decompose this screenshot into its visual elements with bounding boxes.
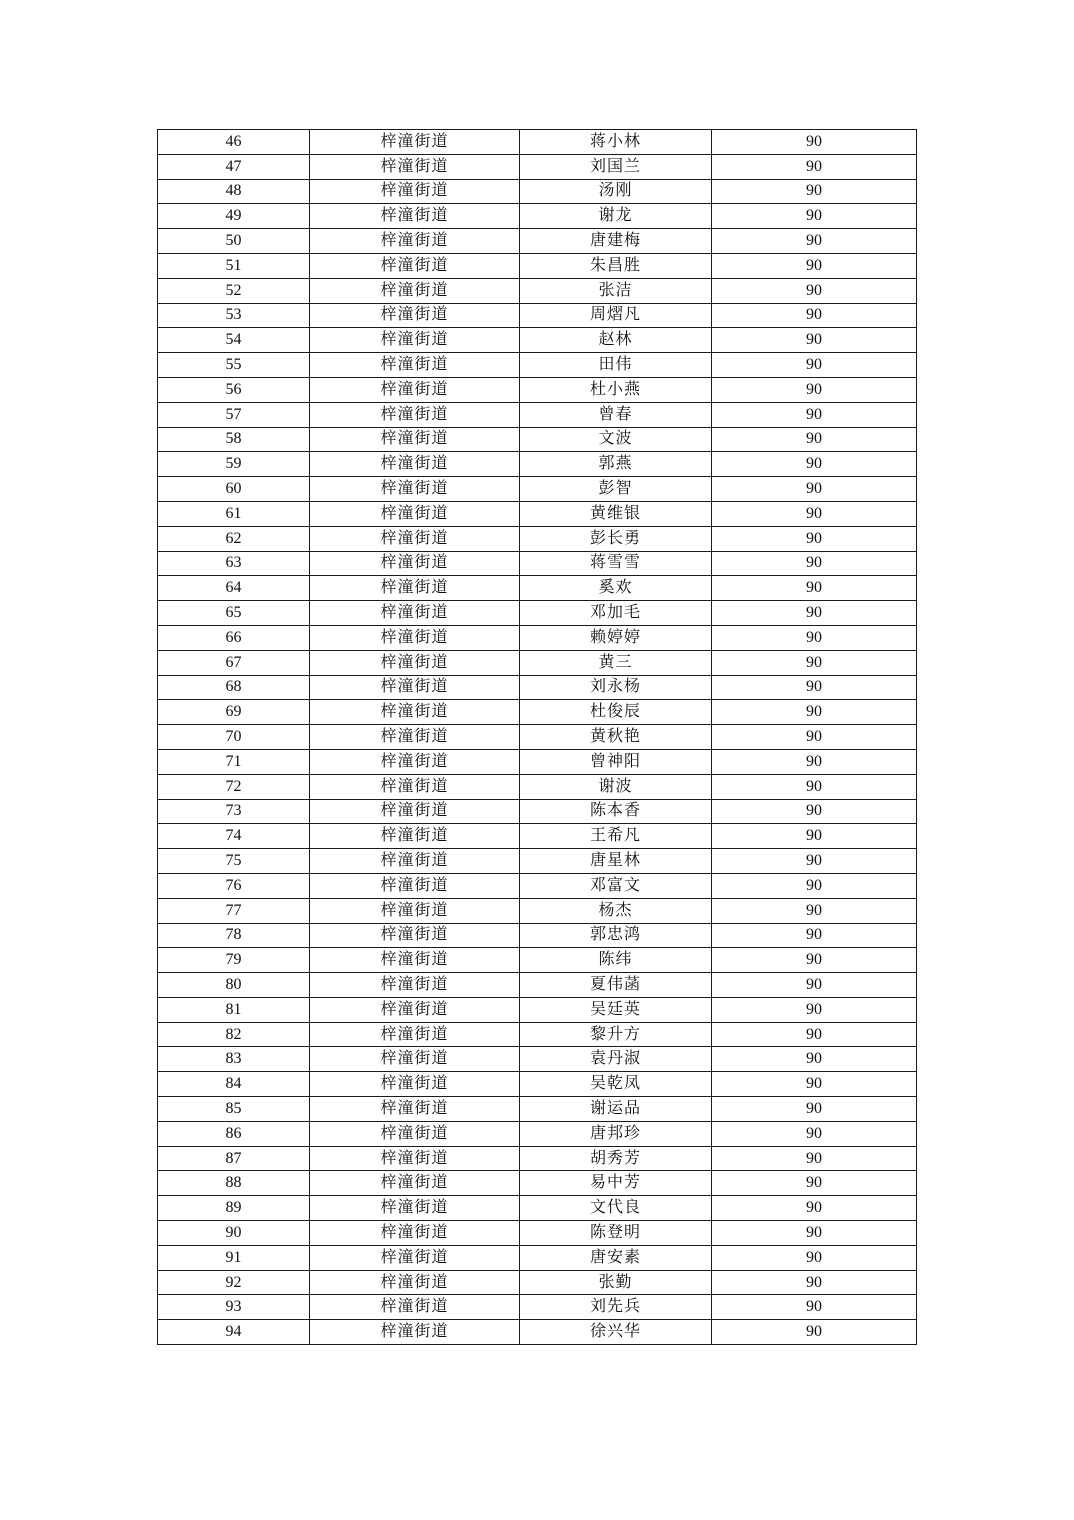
- row-number-cell: 68: [158, 675, 310, 700]
- street-cell: 梓潼街道: [310, 873, 520, 898]
- table-row: [158, 477, 917, 502]
- person-name-cell: 杜俊辰: [520, 700, 712, 725]
- row-number-cell: 73: [158, 799, 310, 824]
- person-name-cell: 蒋雪雪: [520, 551, 712, 576]
- person-name-cell: 唐建梅: [520, 229, 712, 254]
- score-cell: 90: [712, 898, 917, 923]
- score-cell: 90: [712, 253, 917, 278]
- table-row: [158, 625, 917, 650]
- table-row: [158, 1047, 917, 1072]
- score-cell: 90: [712, 278, 917, 303]
- row-number-cell: 74: [158, 824, 310, 849]
- street-cell: 梓潼街道: [310, 997, 520, 1022]
- street-cell: 梓潼街道: [310, 278, 520, 303]
- person-name-cell: 黎升方: [520, 1022, 712, 1047]
- score-cell: 90: [712, 353, 917, 378]
- row-number-cell: 86: [158, 1121, 310, 1146]
- row-number-cell: 54: [158, 328, 310, 353]
- row-number-cell: 53: [158, 303, 310, 328]
- person-name-cell: 张洁: [520, 278, 712, 303]
- person-name-cell: 陈纬: [520, 948, 712, 973]
- score-cell: 90: [712, 130, 917, 155]
- table-row: [158, 551, 917, 576]
- row-number-cell: 78: [158, 923, 310, 948]
- person-name-cell: 夏伟菡: [520, 973, 712, 998]
- row-number-cell: 91: [158, 1245, 310, 1270]
- street-cell: 梓潼街道: [310, 204, 520, 229]
- row-number-cell: 50: [158, 229, 310, 254]
- table-row: [158, 675, 917, 700]
- person-name-cell: 胡秀芳: [520, 1146, 712, 1171]
- street-cell: 梓潼街道: [310, 1295, 520, 1320]
- table-row: [158, 849, 917, 874]
- street-cell: 梓潼街道: [310, 675, 520, 700]
- street-cell: 梓潼街道: [310, 1196, 520, 1221]
- table-row: [158, 501, 917, 526]
- street-cell: 梓潼街道: [310, 576, 520, 601]
- row-number-cell: 66: [158, 625, 310, 650]
- table-row: [158, 1022, 917, 1047]
- person-name-cell: 邓富文: [520, 873, 712, 898]
- street-cell: 梓潼街道: [310, 1146, 520, 1171]
- person-name-cell: 奚欢: [520, 576, 712, 601]
- street-cell: 梓潼街道: [310, 948, 520, 973]
- score-cell: 90: [712, 1022, 917, 1047]
- person-name-cell: 刘永杨: [520, 675, 712, 700]
- person-name-cell: 徐兴华: [520, 1320, 712, 1345]
- score-cell: 90: [712, 377, 917, 402]
- score-cell: 90: [712, 675, 917, 700]
- score-cell: 90: [712, 650, 917, 675]
- street-cell: 梓潼街道: [310, 402, 520, 427]
- table-row: [158, 1097, 917, 1122]
- score-cell: 90: [712, 402, 917, 427]
- row-number-cell: 58: [158, 427, 310, 452]
- table-row: [158, 749, 917, 774]
- person-name-cell: 陈本香: [520, 799, 712, 824]
- table-row: [158, 229, 917, 254]
- person-name-cell: 郭忠鸿: [520, 923, 712, 948]
- table-row: [158, 278, 917, 303]
- street-cell: 梓潼街道: [310, 1022, 520, 1047]
- score-cell: 90: [712, 452, 917, 477]
- street-cell: 梓潼街道: [310, 477, 520, 502]
- row-number-cell: 59: [158, 452, 310, 477]
- score-cell: 90: [712, 229, 917, 254]
- person-name-cell: 张勤: [520, 1270, 712, 1295]
- score-cell: 90: [712, 1097, 917, 1122]
- score-cell: 90: [712, 427, 917, 452]
- row-number-cell: 47: [158, 154, 310, 179]
- person-name-cell: 谢波: [520, 774, 712, 799]
- street-cell: 梓潼街道: [310, 1320, 520, 1345]
- row-number-cell: 51: [158, 253, 310, 278]
- street-cell: 梓潼街道: [310, 427, 520, 452]
- score-cell: 90: [712, 154, 917, 179]
- person-name-cell: 邓加毛: [520, 601, 712, 626]
- row-number-cell: 85: [158, 1097, 310, 1122]
- table-row: [158, 601, 917, 626]
- row-number-cell: 46: [158, 130, 310, 155]
- score-cell: 90: [712, 1146, 917, 1171]
- score-cell: 90: [712, 948, 917, 973]
- row-number-cell: 75: [158, 849, 310, 874]
- table-row: [158, 1146, 917, 1171]
- table-row: [158, 1320, 917, 1345]
- person-name-cell: 谢龙: [520, 204, 712, 229]
- score-cell: 90: [712, 1270, 917, 1295]
- row-number-cell: 71: [158, 749, 310, 774]
- person-name-cell: 彭智: [520, 477, 712, 502]
- table-row: [158, 1196, 917, 1221]
- person-name-cell: 黄维银: [520, 501, 712, 526]
- row-number-cell: 92: [158, 1270, 310, 1295]
- row-number-cell: 77: [158, 898, 310, 923]
- score-cell: 90: [712, 749, 917, 774]
- score-cell: 90: [712, 1295, 917, 1320]
- score-cell: 90: [712, 179, 917, 204]
- person-name-cell: 易中芳: [520, 1171, 712, 1196]
- street-cell: 梓潼街道: [310, 625, 520, 650]
- table-row: [158, 997, 917, 1022]
- table-row: [158, 1245, 917, 1270]
- person-name-cell: 赖婷婷: [520, 625, 712, 650]
- score-cell: 90: [712, 1072, 917, 1097]
- person-name-cell: 曾春: [520, 402, 712, 427]
- person-name-cell: 周熠凡: [520, 303, 712, 328]
- table-row: [158, 948, 917, 973]
- score-cell: 90: [712, 526, 917, 551]
- street-cell: 梓潼街道: [310, 799, 520, 824]
- table-row: [158, 799, 917, 824]
- score-cell: 90: [712, 328, 917, 353]
- score-cell: 90: [712, 625, 917, 650]
- table-row: [158, 973, 917, 998]
- person-name-cell: 杜小燕: [520, 377, 712, 402]
- score-cell: 90: [712, 873, 917, 898]
- table-row: [158, 402, 917, 427]
- person-name-cell: 黄秋艳: [520, 725, 712, 750]
- table-row: [158, 1270, 917, 1295]
- person-name-cell: 陈登明: [520, 1221, 712, 1246]
- table-row: [158, 353, 917, 378]
- street-cell: 梓潼街道: [310, 377, 520, 402]
- person-name-cell: 唐邦珍: [520, 1121, 712, 1146]
- score-cell: 90: [712, 1121, 917, 1146]
- person-name-cell: 刘国兰: [520, 154, 712, 179]
- table-row: [158, 253, 917, 278]
- score-cell: 90: [712, 725, 917, 750]
- street-cell: 梓潼街道: [310, 1121, 520, 1146]
- roster-table: [157, 129, 917, 1345]
- score-cell: 90: [712, 997, 917, 1022]
- person-name-cell: 朱昌胜: [520, 253, 712, 278]
- person-name-cell: 汤刚: [520, 179, 712, 204]
- street-cell: 梓潼街道: [310, 1270, 520, 1295]
- score-cell: 90: [712, 1221, 917, 1246]
- row-number-cell: 93: [158, 1295, 310, 1320]
- table-row: [158, 328, 917, 353]
- row-number-cell: 82: [158, 1022, 310, 1047]
- street-cell: 梓潼街道: [310, 700, 520, 725]
- score-cell: 90: [712, 799, 917, 824]
- street-cell: 梓潼街道: [310, 452, 520, 477]
- row-number-cell: 48: [158, 179, 310, 204]
- score-cell: 90: [712, 824, 917, 849]
- street-cell: 梓潼街道: [310, 774, 520, 799]
- row-number-cell: 79: [158, 948, 310, 973]
- person-name-cell: 唐安素: [520, 1245, 712, 1270]
- row-number-cell: 56: [158, 377, 310, 402]
- row-number-cell: 55: [158, 353, 310, 378]
- street-cell: 梓潼街道: [310, 1171, 520, 1196]
- street-cell: 梓潼街道: [310, 551, 520, 576]
- row-number-cell: 69: [158, 700, 310, 725]
- table-row: [158, 427, 917, 452]
- street-cell: 梓潼街道: [310, 749, 520, 774]
- row-number-cell: 84: [158, 1072, 310, 1097]
- score-cell: 90: [712, 1196, 917, 1221]
- person-name-cell: 蒋小林: [520, 130, 712, 155]
- table-row: [158, 576, 917, 601]
- table-row: [158, 1171, 917, 1196]
- row-number-cell: 64: [158, 576, 310, 601]
- person-name-cell: 黄三: [520, 650, 712, 675]
- street-cell: 梓潼街道: [310, 650, 520, 675]
- table-row: [158, 650, 917, 675]
- row-number-cell: 62: [158, 526, 310, 551]
- row-number-cell: 67: [158, 650, 310, 675]
- score-cell: 90: [712, 501, 917, 526]
- street-cell: 梓潼街道: [310, 353, 520, 378]
- person-name-cell: 谢运品: [520, 1097, 712, 1122]
- row-number-cell: 72: [158, 774, 310, 799]
- person-name-cell: 曾神阳: [520, 749, 712, 774]
- street-cell: 梓潼街道: [310, 501, 520, 526]
- score-cell: 90: [712, 923, 917, 948]
- table-row: [158, 452, 917, 477]
- table-row: [158, 204, 917, 229]
- street-cell: 梓潼街道: [310, 898, 520, 923]
- street-cell: 梓潼街道: [310, 1097, 520, 1122]
- person-name-cell: 王希凡: [520, 824, 712, 849]
- table-row: [158, 873, 917, 898]
- row-number-cell: 80: [158, 973, 310, 998]
- table-row: [158, 774, 917, 799]
- row-number-cell: 89: [158, 1196, 310, 1221]
- street-cell: 梓潼街道: [310, 154, 520, 179]
- street-cell: 梓潼街道: [310, 923, 520, 948]
- person-name-cell: 吴廷英: [520, 997, 712, 1022]
- street-cell: 梓潼街道: [310, 179, 520, 204]
- table-row: [158, 898, 917, 923]
- score-cell: 90: [712, 601, 917, 626]
- street-cell: 梓潼街道: [310, 229, 520, 254]
- roster-table-body: [158, 130, 917, 1345]
- score-cell: 90: [712, 973, 917, 998]
- row-number-cell: 70: [158, 725, 310, 750]
- table-row: [158, 1221, 917, 1246]
- street-cell: 梓潼街道: [310, 253, 520, 278]
- table-row: [158, 179, 917, 204]
- row-number-cell: 81: [158, 997, 310, 1022]
- table-row: [158, 725, 917, 750]
- row-number-cell: 76: [158, 873, 310, 898]
- street-cell: 梓潼街道: [310, 973, 520, 998]
- person-name-cell: 赵林: [520, 328, 712, 353]
- row-number-cell: 61: [158, 501, 310, 526]
- person-name-cell: 袁丹淑: [520, 1047, 712, 1072]
- row-number-cell: 52: [158, 278, 310, 303]
- street-cell: 梓潼街道: [310, 1047, 520, 1072]
- person-name-cell: 吴乾凤: [520, 1072, 712, 1097]
- score-cell: 90: [712, 551, 917, 576]
- score-cell: 90: [712, 774, 917, 799]
- street-cell: 梓潼街道: [310, 1221, 520, 1246]
- person-name-cell: 田伟: [520, 353, 712, 378]
- score-cell: 90: [712, 477, 917, 502]
- table-row: [158, 1072, 917, 1097]
- table-row: [158, 700, 917, 725]
- score-cell: 90: [712, 1245, 917, 1270]
- row-number-cell: 65: [158, 601, 310, 626]
- table-row: [158, 303, 917, 328]
- score-cell: 90: [712, 849, 917, 874]
- row-number-cell: 49: [158, 204, 310, 229]
- row-number-cell: 63: [158, 551, 310, 576]
- street-cell: 梓潼街道: [310, 303, 520, 328]
- row-number-cell: 88: [158, 1171, 310, 1196]
- row-number-cell: 83: [158, 1047, 310, 1072]
- street-cell: 梓潼街道: [310, 328, 520, 353]
- person-name-cell: 杨杰: [520, 898, 712, 923]
- score-cell: 90: [712, 1320, 917, 1345]
- score-cell: 90: [712, 1047, 917, 1072]
- score-cell: 90: [712, 1171, 917, 1196]
- street-cell: 梓潼街道: [310, 1072, 520, 1097]
- street-cell: 梓潼街道: [310, 1245, 520, 1270]
- row-number-cell: 87: [158, 1146, 310, 1171]
- person-name-cell: 唐星林: [520, 849, 712, 874]
- table-row: [158, 923, 917, 948]
- person-name-cell: 彭长勇: [520, 526, 712, 551]
- row-number-cell: 60: [158, 477, 310, 502]
- row-number-cell: 57: [158, 402, 310, 427]
- score-cell: 90: [712, 303, 917, 328]
- street-cell: 梓潼街道: [310, 130, 520, 155]
- row-number-cell: 90: [158, 1221, 310, 1246]
- table-row: [158, 1295, 917, 1320]
- person-name-cell: 郭燕: [520, 452, 712, 477]
- table-row: [158, 824, 917, 849]
- score-cell: 90: [712, 576, 917, 601]
- street-cell: 梓潼街道: [310, 725, 520, 750]
- table-row: [158, 1121, 917, 1146]
- table-row: [158, 130, 917, 155]
- person-name-cell: 文波: [520, 427, 712, 452]
- score-cell: 90: [712, 700, 917, 725]
- street-cell: 梓潼街道: [310, 601, 520, 626]
- street-cell: 梓潼街道: [310, 526, 520, 551]
- score-cell: 90: [712, 204, 917, 229]
- table-row: [158, 526, 917, 551]
- person-name-cell: 刘先兵: [520, 1295, 712, 1320]
- table-row: [158, 377, 917, 402]
- person-name-cell: 文代良: [520, 1196, 712, 1221]
- street-cell: 梓潼街道: [310, 824, 520, 849]
- table-row: [158, 154, 917, 179]
- street-cell: 梓潼街道: [310, 849, 520, 874]
- row-number-cell: 94: [158, 1320, 310, 1345]
